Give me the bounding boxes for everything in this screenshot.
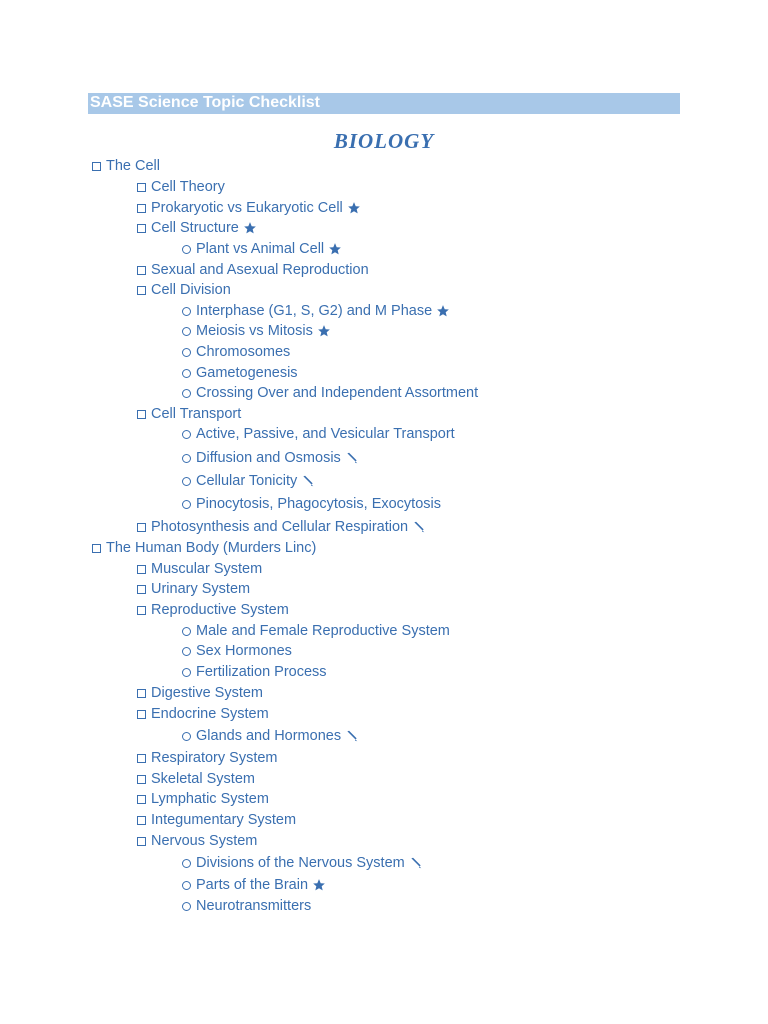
checklist-item [180,495,441,513]
checklist-item [135,832,257,850]
checkbox-icon[interactable] [92,162,101,171]
star-icon [317,324,331,338]
checklist-item-label: Skeletal System [151,771,255,787]
circle-bullet-icon [182,859,191,868]
star-icon [243,221,257,235]
checklist-item [180,449,359,467]
section-title: BIOLOGY [333,129,435,153]
checkbox-icon[interactable] [137,183,146,192]
checklist-item [180,472,315,490]
checklist-item-label: Interphase (G1, S, G2) and M Phase [196,303,433,319]
checkbox-icon[interactable] [137,410,146,419]
circle-bullet-icon [182,627,191,636]
checklist-item-label: Cellular Tonicity [196,473,298,489]
checklist-item-label: Gametogenesis [196,365,298,381]
checklist-item [180,240,342,258]
checklist-item [90,539,316,557]
checklist-item [180,425,455,443]
checklist-item-label: Prokaryotic vs Eukaryotic Cell [151,200,343,216]
checklist-item [135,684,263,702]
pencil-icon [301,474,315,488]
checklist-item-label: Divisions of the Nervous System [196,855,405,871]
circle-bullet-icon [182,881,191,890]
checklist-item-label: Pinocytosis, Phagocytosis, Exocytosis [196,496,441,512]
checklist-item [135,518,426,536]
checklist-item-label: Diffusion and Osmosis [196,450,341,466]
checklist-item [135,405,241,423]
pencil-icon [345,451,359,465]
circle-bullet-icon [182,389,191,398]
checklist-item [135,811,296,829]
checklist-item [135,261,369,279]
checklist-item-label: Crossing Over and Independent Assortment [196,385,479,401]
checklist-item-label: Sex Hormones [196,643,292,659]
checklist-item [135,749,278,767]
checklist-item [180,663,327,681]
circle-bullet-icon [182,327,191,336]
checklist-item-label: Digestive System [151,685,264,701]
checklist-item-label: Fertilization Process [196,664,327,680]
checklist-item-label: The Human Body (Murders Linc) [106,540,317,556]
checklist-item [180,897,311,915]
checklist-item-label: Cell Division [151,282,231,298]
checklist-item-label: Cell Transport [151,406,242,422]
checklist-item-label: Photosynthesis and Cellular Respiration [151,519,409,535]
checkbox-icon[interactable] [92,544,101,553]
checklist-item-label: Meiosis vs Mitosis [196,323,313,339]
checklist-item [180,322,331,340]
checklist-item [135,601,289,619]
checklist-item-label: Respiratory System [151,750,278,766]
circle-bullet-icon [182,902,191,911]
circle-bullet-icon [182,348,191,357]
checkbox-icon[interactable] [137,710,146,719]
checklist-item-label: Neurotransmitters [196,898,312,914]
circle-bullet-icon [182,369,191,378]
checklist-item [135,580,250,598]
checklist-item [180,343,290,361]
circle-bullet-icon [182,668,191,677]
checklist-item [180,642,292,660]
checkbox-icon[interactable] [137,266,146,275]
checklist-item [135,199,361,217]
checklist-item [180,364,298,382]
checklist-item-label: Male and Female Reproductive System [196,623,450,639]
checklist-item [135,790,269,808]
pencil-icon [409,856,423,870]
star-icon [312,878,326,892]
checklist-item-label: Muscular System [151,561,263,577]
checklist-item [135,705,269,723]
circle-bullet-icon [182,732,191,741]
circle-bullet-icon [182,245,191,254]
checklist-item-label: Chromosomes [196,344,291,360]
circle-bullet-icon [182,477,191,486]
checkbox-icon[interactable] [137,837,146,846]
checklist-item [180,854,423,872]
checklist-item-label: The Cell [106,158,160,174]
star-icon [328,242,342,256]
checkbox-icon[interactable] [137,585,146,594]
checklist-item [90,157,160,175]
checklist-item-label: Cell Theory [151,179,225,195]
checkbox-icon[interactable] [137,565,146,574]
checklist-item-label: Plant vs Animal Cell [196,241,325,257]
checkbox-icon[interactable] [137,286,146,295]
checklist-item [135,770,255,788]
checklist-item-label: Urinary System [151,581,251,597]
pencil-icon [412,520,426,534]
circle-bullet-icon [182,454,191,463]
checklist-item [135,178,225,196]
checklist-item-label: Integumentary System [151,812,297,828]
checklist-item-label: Lymphatic System [151,791,269,807]
checklist-item [135,219,257,237]
checklist-item [180,622,450,640]
checklist-item [135,560,262,578]
circle-bullet-icon [182,647,191,656]
circle-bullet-icon [182,430,191,439]
checklist-item-label: Endocrine System [151,706,269,722]
checklist-item [180,727,359,745]
banner-title: SASE Science Topic Checklist [90,94,321,111]
circle-bullet-icon [182,307,191,316]
checklist-item-label: Active, Passive, and Vesicular Transport [196,426,455,442]
checkbox-icon[interactable] [137,224,146,233]
checklist-item-label: Glands and Hormones [196,728,342,744]
checklist-item-label: Cell Structure [151,220,239,236]
star-icon [347,201,361,215]
checklist-item [180,384,478,402]
checklist-item-label: Nervous System [151,833,258,849]
checkbox-icon[interactable] [137,689,146,698]
checklist-item [135,281,231,299]
checklist-item [180,302,450,320]
checklist-banner [88,93,680,114]
checklist-item-label: Sexual and Asexual Reproduction [151,262,369,278]
checkbox-icon[interactable] [137,204,146,213]
checkbox-icon[interactable] [137,816,146,825]
checkbox-icon[interactable] [137,606,146,615]
checkbox-icon[interactable] [137,795,146,804]
checkbox-icon[interactable] [137,754,146,763]
checkbox-icon[interactable] [137,775,146,784]
circle-bullet-icon [182,500,191,509]
checklist-item [180,876,326,894]
star-icon [436,304,450,318]
checkbox-icon[interactable] [137,523,146,532]
pencil-icon [345,729,359,743]
checklist-item-label: Parts of the Brain [196,877,309,893]
checklist-item-label: Reproductive System [151,602,289,618]
